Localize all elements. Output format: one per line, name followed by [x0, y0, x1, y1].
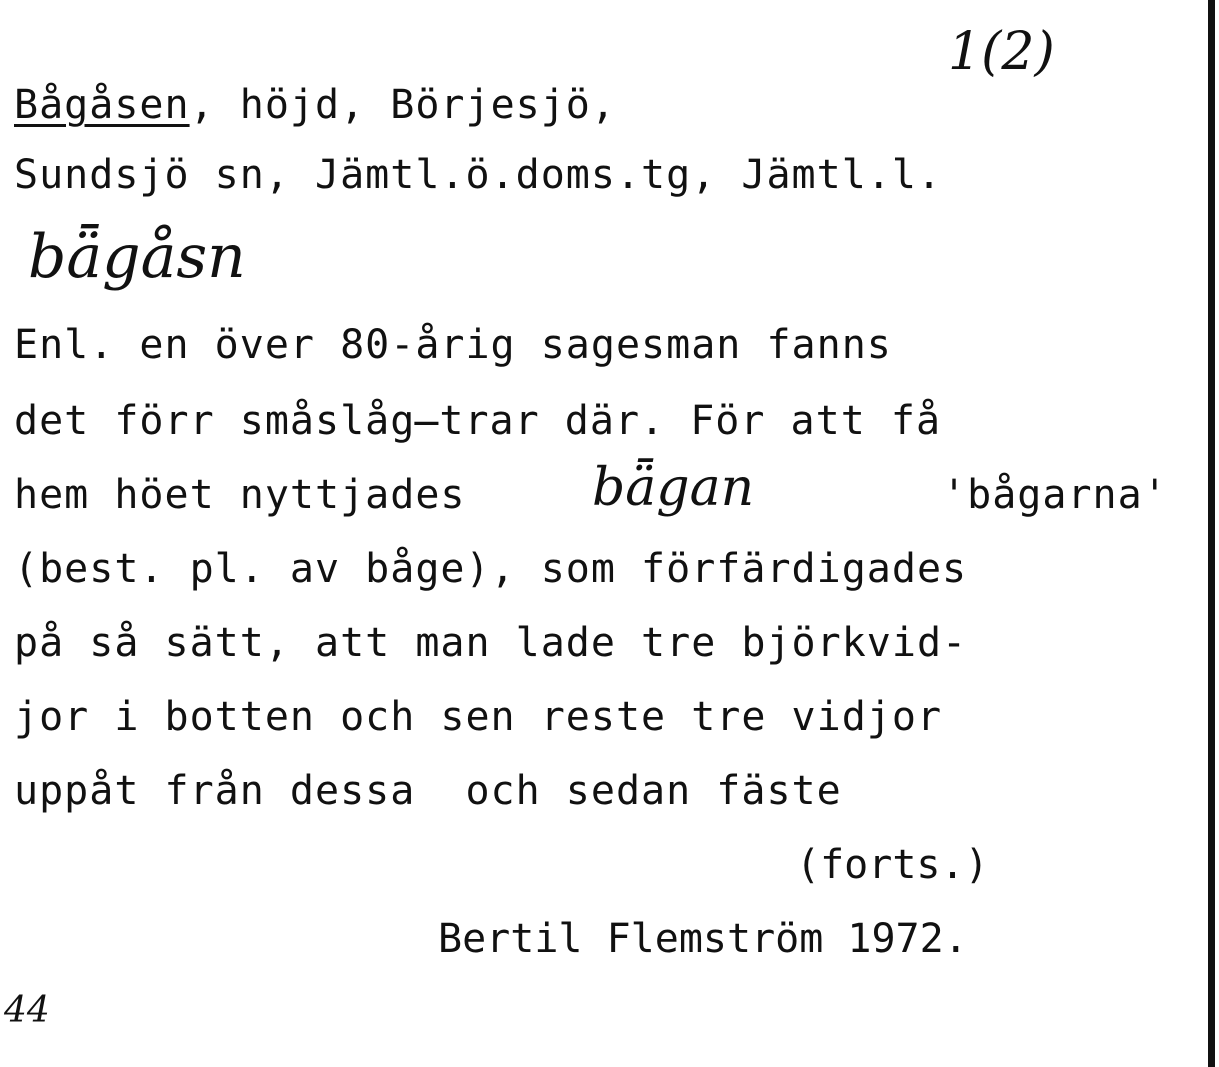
corner-mark: 44: [4, 990, 50, 1031]
signature-line: Bertil Flemström 1972.: [438, 916, 968, 962]
text-line-7: (best. pl. av båge), som förfärdigades: [14, 546, 968, 592]
continued-note: (forts.): [796, 842, 989, 888]
text-line-4: Enl. en över 80-årig sagesman fanns: [14, 322, 892, 368]
headword: Bågåsen: [14, 82, 190, 128]
location-line: Sundsjö sn, Jämtl.ö.doms.tg, Jämtl.l.: [14, 152, 943, 198]
text-line-6-start: hem höet nyttjades: [14, 472, 466, 518]
headline-rest: , höjd, Börjesjö,: [189, 82, 616, 128]
headline: [14, 82, 616, 128]
text-line-10: uppåt från dessa och sedan fäste: [14, 768, 842, 814]
card-edge-line: [1208, 0, 1215, 1067]
phonetic-headword: bǟgåsn: [28, 222, 246, 292]
text-line-6: [14, 472, 1168, 518]
text-line-9: jor i botten och sen reste tre vidjor: [14, 694, 943, 740]
text-line-8: på så sätt, att man lade tre björkvid-: [14, 620, 968, 666]
text-line-6-gloss: 'bågarna': [942, 472, 1168, 518]
card-number: 1(2): [948, 22, 1055, 82]
phonetic-word: bǟgan: [592, 458, 755, 518]
text-line-5: det förr småslåg̶trar där. För att få: [14, 398, 942, 444]
